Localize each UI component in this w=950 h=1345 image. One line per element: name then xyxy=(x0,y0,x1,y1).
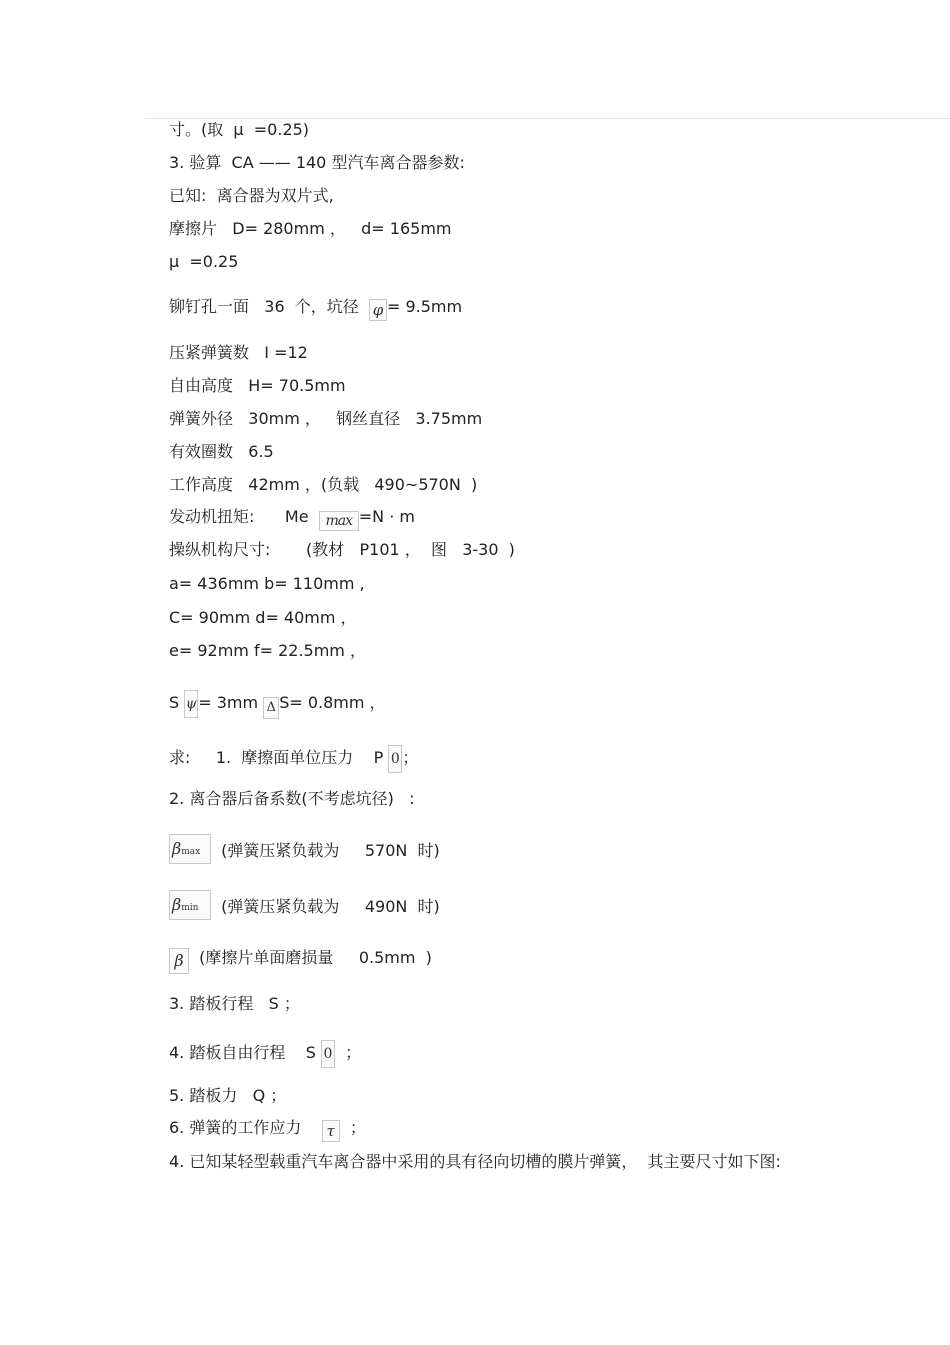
beta-symbol-icon: β xyxy=(169,948,189,974)
text-line-3: 已知: 离合器为双片式, xyxy=(169,186,334,205)
text-line-15: C= 90mm d= 40mm ， xyxy=(169,608,357,627)
text-line-4: 摩擦片 D= 280mm ， d= 165mm xyxy=(169,219,452,238)
text-line-2: 3. 验算 CA —— 140 型汽车离合器参数: xyxy=(169,153,465,172)
text-line-19: 2. 离合器后备系数(不考虑坑径) : xyxy=(169,789,415,808)
text-line-20: βmax (弹簧压紧负载为 570N 时) xyxy=(169,834,440,864)
text-line-12: 发动机扭矩: Me max =N · m xyxy=(169,507,415,529)
zero-subscript-icon: 0 xyxy=(321,1040,335,1068)
triangle-symbol-icon: Δ xyxy=(263,697,279,719)
text-line-14: a= 436mm b= 110mm , xyxy=(169,574,365,593)
text-line-13: 操纵机构尺寸: (教材 P101 ， 图 3-30 ) xyxy=(169,540,515,559)
text-line-26: 6. 弹簧的工作应力 τ ； xyxy=(169,1118,366,1140)
delta-s-symbol-icon: ψ xyxy=(184,690,198,718)
text-line-22: β (摩擦片单面磨损量 0.5mm ) xyxy=(169,948,432,974)
text-line-1: 寸。(取 μ =0.25) xyxy=(169,120,310,139)
text-line-7: 压紧弹簧数 I =12 xyxy=(169,343,308,362)
text-line-9: 弹簧外径 30mm ， 钢丝直径 3.75mm xyxy=(169,409,483,428)
text-line-10: 有效圈数 6.5 xyxy=(169,442,274,461)
text-line-21: βmin (弹簧压紧负载为 490N 时) xyxy=(169,890,440,920)
text-line-17: S ψ= 3mm Δ S= 0.8mm ， xyxy=(169,690,386,719)
text-line-27: 4. 已知某轻型载重汽车离合器中采用的具有径向切槽的膜片弹簧， 其主要尺寸如下图: xyxy=(169,1152,781,1171)
text-line-11: 工作高度 42mm ，(负载 490~570N ) xyxy=(169,475,478,494)
text-line-8: 自由高度 H= 70.5mm xyxy=(169,376,346,395)
page-top-rule xyxy=(145,118,950,119)
tau-symbol-icon: τ xyxy=(322,1120,340,1142)
zero-subscript-icon: 0 xyxy=(388,745,402,773)
text-line-16: e= 92mm f= 22.5mm ， xyxy=(169,641,366,660)
phi-symbol-icon: φ xyxy=(369,299,387,321)
text-line-18: 求: 1. 摩擦面单位压力 P 0 ； xyxy=(169,745,418,773)
text-line-24: 4. 踏板自由行程 S 0 ； xyxy=(169,1040,361,1068)
max-symbol-icon: max xyxy=(319,511,359,531)
text-line-5: μ =0.25 xyxy=(169,252,239,271)
beta-min-symbol-icon: βmin xyxy=(169,890,211,920)
beta-max-symbol-icon: βmax xyxy=(169,834,211,864)
text-line-6: 铆钉孔一面 36 个，坑径 φ = 9.5mm xyxy=(169,297,463,319)
text-line-25: 5. 踏板力 Q ； xyxy=(169,1086,287,1105)
text-line-23: 3. 踏板行程 S ； xyxy=(169,994,300,1013)
